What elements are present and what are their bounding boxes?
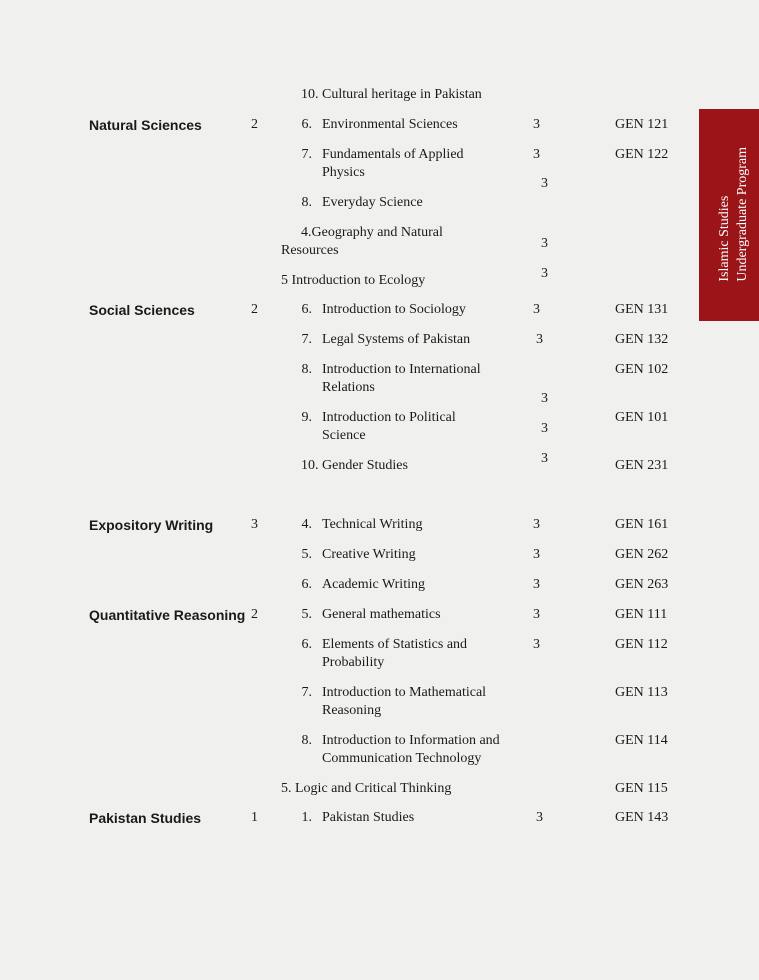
course-credits: 3 xyxy=(536,332,543,347)
course-number: 6. xyxy=(301,637,312,652)
side-tab-title: Islamic Studies xyxy=(717,195,732,282)
category-credits: 1 xyxy=(251,810,258,825)
course-credits: 3 xyxy=(533,607,540,622)
course-title: 4.Geography and Natural xyxy=(301,225,443,240)
course-credits: 3 xyxy=(533,302,540,317)
course-title: Fundamentals of Applied xyxy=(322,147,464,162)
course-number: 7. xyxy=(301,147,312,162)
category-name: Expository Writing xyxy=(89,517,214,533)
course-number: 6. xyxy=(301,577,312,592)
course-title: Elements of Statistics and xyxy=(322,637,468,652)
course-credits: 3 xyxy=(533,517,540,532)
course-title: Gender Studies xyxy=(322,458,408,473)
course-title-continued: Probability xyxy=(322,655,385,670)
course-code: GEN 102 xyxy=(615,362,669,377)
course-credits: 3 xyxy=(536,810,543,825)
course-code: GEN 111 xyxy=(615,607,668,622)
course-title: General mathematics xyxy=(322,607,441,622)
course-number: 7. xyxy=(301,332,312,347)
category-name: Quantitative Reasoning xyxy=(89,607,246,623)
course-credits: 3 xyxy=(533,637,540,652)
category-credits: 2 xyxy=(251,302,258,317)
course-title-continued: Reasoning xyxy=(322,703,382,718)
side-tab-text xyxy=(716,147,752,282)
course-title: Creative Writing xyxy=(322,547,416,562)
course-number: 8. xyxy=(301,195,312,210)
category-credits: 3 xyxy=(251,517,258,532)
category-credits: 2 xyxy=(251,607,258,622)
course-code: GEN 114 xyxy=(615,733,668,748)
course-number: 8. xyxy=(301,733,312,748)
course-title: Introduction to Information and xyxy=(322,733,500,748)
course-code: GEN 113 xyxy=(615,685,668,700)
category-name: Social Sciences xyxy=(89,302,195,318)
course-code: GEN 121 xyxy=(615,117,669,132)
course-title: Legal Systems of Pakistan xyxy=(322,332,471,347)
course-code: GEN 231 xyxy=(615,458,669,473)
course-title-continued: Communication Technology xyxy=(322,751,482,766)
course-code: GEN 112 xyxy=(615,637,668,652)
course-title: Cultural heritage in Pakistan xyxy=(322,87,482,102)
course-title-continued: Physics xyxy=(322,165,365,180)
course-number: 9. xyxy=(301,410,312,425)
course-code: GEN 131 xyxy=(615,302,669,317)
course-number: 7. xyxy=(301,685,312,700)
category-name: Natural Sciences xyxy=(89,117,202,133)
course-code: GEN 161 xyxy=(615,517,669,532)
course-title: 5. Logic and Critical Thinking xyxy=(281,781,452,796)
course-code: GEN 143 xyxy=(615,810,669,825)
category-credits: 2 xyxy=(251,117,258,132)
course-number: 1. xyxy=(301,810,312,825)
course-code: GEN 115 xyxy=(615,781,668,796)
course-credits: 3 xyxy=(533,547,540,562)
course-title: Academic Writing xyxy=(322,577,425,592)
course-credits: 3 xyxy=(533,147,540,162)
course-number: 5. xyxy=(301,607,312,622)
course-title: Introduction to Political xyxy=(322,410,456,425)
course-title: Pakistan Studies xyxy=(322,810,415,825)
course-credits: 3 xyxy=(541,266,548,281)
course-title-continued: Science xyxy=(322,428,366,443)
course-title: Introduction to Sociology xyxy=(322,302,466,317)
course-credits: 3 xyxy=(541,451,548,466)
course-title: Everyday Science xyxy=(322,195,423,210)
course-credits: 3 xyxy=(541,391,548,406)
course-number: 6. xyxy=(301,117,312,132)
course-title-continued: Resources xyxy=(281,243,339,258)
course-title: Introduction to Mathematical xyxy=(322,685,487,700)
course-number: 4. xyxy=(301,517,312,532)
course-number: 5. xyxy=(301,547,312,562)
course-credits: 3 xyxy=(541,421,548,436)
course-title: Environmental Sciences xyxy=(322,117,458,132)
course-code: GEN 263 xyxy=(615,577,669,592)
course-title: Technical Writing xyxy=(322,517,423,532)
course-code: GEN 101 xyxy=(615,410,669,425)
course-title: 5 Introduction to Ecology xyxy=(281,273,426,288)
side-tab-subtitle: Undergraduate Program xyxy=(735,147,750,282)
course-code: GEN 132 xyxy=(615,332,669,347)
course-number: 10. xyxy=(301,87,319,102)
course-title: Introduction to International xyxy=(322,362,481,377)
course-credits: 3 xyxy=(541,236,548,251)
course-number: 8. xyxy=(301,362,312,377)
course-credits: 3 xyxy=(533,577,540,592)
course-code: GEN 262 xyxy=(615,547,669,562)
category-name: Pakistan Studies xyxy=(89,810,202,826)
course-credits: 3 xyxy=(541,176,548,191)
course-number: 6. xyxy=(301,302,312,317)
course-code: GEN 122 xyxy=(615,147,669,162)
course-credits: 3 xyxy=(533,117,540,132)
course-title-continued: Relations xyxy=(322,380,375,395)
course-number: 10. xyxy=(301,458,319,473)
